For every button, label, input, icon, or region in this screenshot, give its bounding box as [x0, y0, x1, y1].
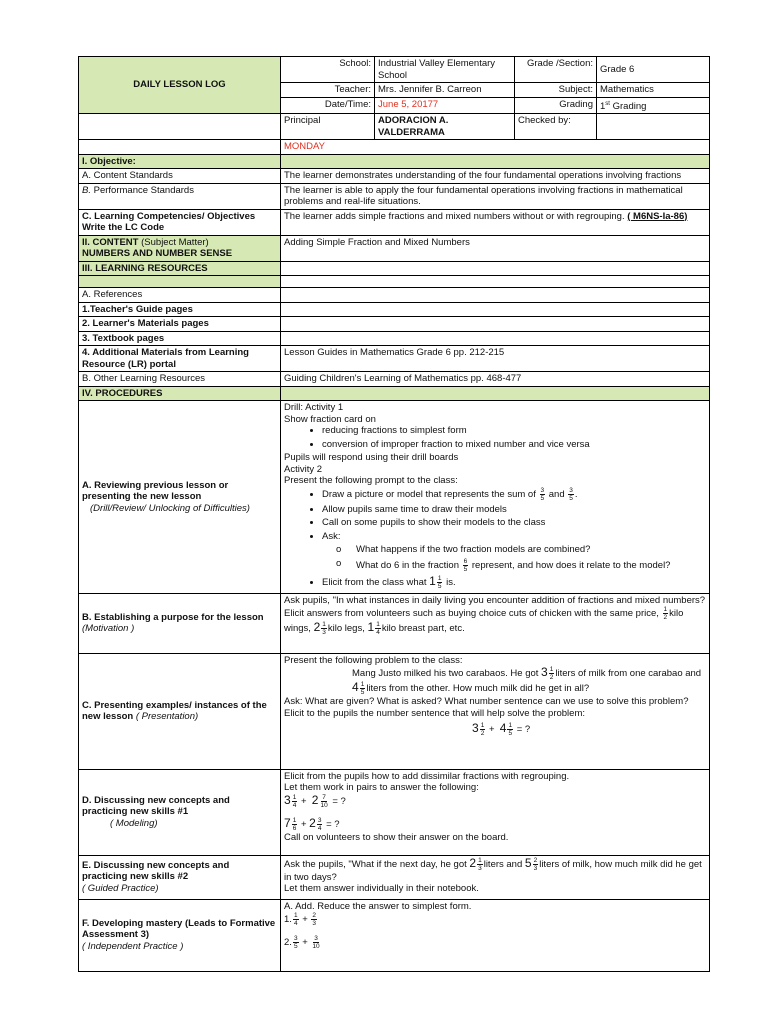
objective-heading-fill: [281, 154, 710, 169]
drill-item: • conversion of improper fraction to mixed number and vice versa: [322, 439, 706, 451]
ask-given: Ask: What are given? What is asked? What number sentence can we use to solve this problem?: [284, 696, 689, 708]
procedures-heading: IV. PROCEDURES: [79, 386, 281, 401]
header-blank: [79, 114, 281, 140]
procedure-b-label: [79, 593, 281, 653]
procedure-f-title: F. Developing mastery (Leads to Formative Assessment 3): [82, 917, 276, 941]
tg-value: [281, 302, 710, 317]
number-sentence-eq: = ?: [516, 724, 531, 736]
fraction-3-5: $\frac{3}{5}$: [540, 486, 545, 502]
content-standards-text: The learner demonstrates understanding of the four fundamental operations involving fractions: [281, 169, 710, 184]
principal-label: Principal: [281, 114, 375, 140]
lesson-log-table: [78, 56, 710, 972]
ask-item-text-2: represent, and how does it relate to the model?: [471, 559, 671, 571]
procedure-c-content: [281, 653, 710, 769]
elicit-list: [284, 575, 706, 590]
fraction-1-5: $\frac{1}{5}$: [508, 722, 513, 738]
fraction-1-6: $\frac{1}{6}$: [292, 816, 297, 832]
fraction-3-10: $\frac{3}{10}$: [312, 935, 320, 951]
school-label: School:: [281, 57, 375, 83]
fraction-1-4: $\frac{1}{4}$: [293, 912, 298, 928]
fraction-3-5: $\frac{3}{5}$: [293, 935, 298, 951]
other-resources-label: B. Other Learning Resources: [79, 372, 281, 387]
elicit-is: is.: [446, 576, 456, 588]
fraction-1-3: $\frac{1}{3}$: [322, 621, 326, 637]
procedure-c-sub: ( Presentation): [135, 711, 199, 723]
show-fraction-card: Show fraction card on: [284, 413, 376, 425]
procedures-heading-fill: [281, 386, 710, 401]
date-label: Date/Time:: [281, 97, 375, 114]
teacher-label: Teacher:: [281, 83, 375, 98]
ask-item: [356, 558, 706, 573]
procedure-b-title: B. Establishing a purpose for the lesson: [82, 611, 264, 623]
modeling-eq-2-result: = ?: [326, 818, 340, 830]
drill-item: • reducing fractions to simplest form: [322, 425, 706, 437]
fraction-3-4: $\frac{3}{4}$: [317, 816, 322, 832]
additional-materials-label: 4. Additional Materials from Learning Resource (LR) portal: [79, 346, 281, 372]
grading-label: Grading: [515, 97, 597, 114]
activity-item: • Call on some pupils to show their models to the class: [322, 517, 706, 529]
perf-label-text: Performance Standards: [90, 184, 194, 196]
present-prompt: Present the following prompt to the class:: [284, 475, 458, 487]
procedure-e-content: [281, 855, 710, 899]
procedure-a-content: [281, 401, 710, 594]
lc-text: [281, 209, 710, 235]
day-blank: [79, 140, 281, 155]
objective-heading: I. Objective:: [79, 154, 281, 169]
guided-text-1: Ask the pupils, "What if the next day, he got: [284, 858, 470, 870]
activity-draw-text: Draw a picture or model that represents the sum of: [322, 488, 539, 500]
procedure-e-label: [79, 855, 281, 899]
procedure-d-content: [281, 769, 710, 855]
guided-text-3: liters of milk, how much milk did he get in two days?: [284, 858, 702, 883]
motivation-question: Ask pupils, "In what instances in daily living you encounter addition of fractions and mixed numbers?: [284, 594, 706, 606]
content-heading: [79, 235, 281, 261]
fraction-1-2: $\frac{1}{2}$: [663, 606, 668, 622]
tg-label: 1.Teacher's Guide pages: [79, 302, 281, 317]
references-label: A. References: [79, 288, 281, 303]
problem-text-2: liters of milk from one carabao and: [555, 668, 702, 680]
subject-label: Subject:: [515, 83, 597, 98]
procedure-e-sub: ( Guided Practice): [82, 882, 159, 894]
modeling-pairs: Let them work in pairs to answer the following:: [284, 782, 479, 794]
fraction-1-5: $\frac{1}{5}$: [437, 574, 442, 590]
day-label: MONDAY: [281, 140, 710, 155]
procedure-d-label: [79, 769, 281, 855]
activity-and: and: [548, 488, 565, 500]
guided-individual: Let them answer individually in their notebook.: [284, 883, 479, 895]
log-title: DAILY LESSON LOG: [79, 57, 281, 114]
fraction-1-3: $\frac{1}{3}$: [478, 856, 482, 872]
procedure-c-label: [79, 653, 281, 769]
teacher-value: Mrs. Jennifer B. Carreon: [375, 83, 515, 98]
problem-line-1: Mang Justo milked his two carabaos. He got 3 $\frac{1}{2}$ liters of milk from one carabao and: [352, 665, 702, 682]
lc-label: C. Learning Competencies/ Objectives Write the LC Code: [79, 209, 281, 235]
grading-value: [597, 97, 710, 114]
grading-num: 1: [600, 100, 606, 112]
other-resources-value: Guiding Children's Learning of Mathematics pp. 468-477: [281, 372, 710, 387]
content-heading-sub: (Subject Matter): [138, 236, 209, 248]
principal-value: ADORACION A. VALDERRAMA: [375, 114, 515, 140]
problem-line-2: 4 $\frac{1}{5}$ liters from the other. How much milk did he get in all?: [352, 680, 590, 697]
motivation-wings: kilo wings,: [284, 608, 684, 635]
elicit-item: • Elicit from the class what 1 $\frac{1}{5}$ is.: [322, 575, 706, 590]
additional-materials-value: Lesson Guides in Mathematics Grade 6 pp. 212-215: [281, 346, 710, 372]
perf-letter: B.: [82, 184, 91, 196]
fraction-1-5: $\frac{1}{5}$: [360, 681, 365, 697]
content-standards-label: A. Content Standards: [79, 169, 281, 184]
motivation-elicit: Elicit answers from volunteers such as buying choice cuts of chicken with the same price, $\frac{1}{2}$ kilo wings, 2 $\frac{1}{3}$ kilo legs, 1 $\frac{1}{4}$ kilo breast part, etc.: [284, 606, 684, 637]
activity-item: • Allow pupils same time to draw their models: [322, 504, 706, 516]
checked-label: Checked by:: [515, 114, 597, 140]
procedure-a-title: A. Reviewing previous lesson or presenting the new lesson: [82, 479, 229, 503]
motivation-breast: kilo breast part, etc.: [381, 623, 465, 635]
resources-blank-right: [281, 276, 710, 288]
item-number: 1.: [284, 914, 292, 926]
pupils-respond: Pupils will respond using their drill boards: [284, 452, 459, 464]
problem-text-3: liters from the other. How much milk did he get in all?: [366, 683, 590, 695]
ask-list: [284, 544, 706, 573]
procedure-a-label: [79, 401, 281, 594]
lc-code: ( M6NS-Ia-86): [627, 210, 688, 222]
procedure-b-sub: (Motivation ): [82, 623, 135, 635]
resources-heading-fill: [281, 261, 710, 276]
procedure-d-title: D. Discussing new concepts and practicing new skills #1: [82, 794, 230, 818]
guided-question: Ask the pupils, "What if the next day, he got 2 $\frac{1}{3}$ liters and 5 $\frac{2}{3}$ liters of milk, how much milk did he get in two days?: [284, 855, 702, 883]
modeling-call: Call on volunteers to show their answer on the board.: [284, 831, 509, 843]
resources-heading: III. LEARNING RESOURCES: [79, 261, 281, 276]
elicit-number-sentence: Elicit to the pupils the number sentence that will help solve the problem:: [284, 707, 585, 719]
checked-value: [597, 114, 710, 140]
grading-sup: st: [605, 100, 610, 107]
modeling-eq-1-result: = ?: [332, 795, 346, 807]
date-value: June 5, 20177: [375, 97, 515, 114]
fraction-2-3: $\frac{2}{3}$: [533, 856, 538, 872]
present-problem: Present the following problem to the class:: [284, 654, 463, 666]
school-value: Industrial Valley Elementary School: [375, 57, 515, 83]
procedure-c-title: C. Presenting examples/ instances of the new lesson: [82, 699, 267, 723]
grade-value: Grade 6: [597, 57, 710, 83]
procedure-f-label: [79, 899, 281, 971]
procedure-f-content: [281, 899, 710, 971]
procedure-b-content: [281, 593, 710, 653]
motivation-legs: kilo legs,: [327, 623, 368, 635]
drill-activity-1: Drill: Activity 1: [284, 402, 344, 414]
lc-text-main: The learner adds simple fractions and mixed numbers without or with regrouping.: [284, 210, 628, 222]
content-heading-main: II. CONTENT: [82, 236, 139, 248]
subject-value: Mathematics: [597, 83, 710, 98]
procedure-d-sub: ( Modeling): [110, 817, 158, 829]
content-value: Adding Simple Fraction and Mixed Numbers: [281, 235, 710, 261]
activity-item: • Draw a picture or model that represents the sum of $\frac{3}{5}$ and $\frac{3}{5}$ .: [322, 487, 706, 502]
lm-label: 2. Learner's Materials pages: [79, 317, 281, 332]
modeling-elicit: Elicit from the pupils how to add dissimilar fractions with regrouping.: [284, 770, 570, 782]
independent-item-1: 1. $\frac{1}{4}$ + $\frac{2}{3}$: [284, 912, 317, 928]
performance-standards-text: The learner is able to apply the four fundamental operations involving fractions in mathematical problems and real-life situations.: [281, 183, 710, 209]
procedure-f-sub: ( Independent Practice ): [82, 940, 184, 952]
grade-label: Grade /Section:: [515, 57, 597, 83]
ask-item-text: What do 6 in the fraction: [356, 559, 462, 571]
fraction-6-5: $\frac{6}{5}$: [463, 557, 468, 573]
modeling-eq-1: 3 $\frac{1}{4}$ + 2 $\frac{7}{10}$ = ?: [284, 792, 346, 809]
drill-list: [284, 425, 706, 450]
fraction-1-4: $\frac{1}{4}$: [376, 621, 380, 637]
independent-instructions: A. Add. Reduce the answer to simplest form.: [284, 900, 472, 912]
performance-standards-label: [79, 183, 281, 209]
references-value: [281, 288, 710, 303]
resources-blank-left: [79, 276, 281, 288]
independent-item-2: 2. $\frac{3}{5}$ + $\frac{3}{10}$: [284, 935, 320, 951]
fraction-1-2: $\frac{1}{2}$: [549, 666, 554, 682]
motivation-elicit-text: Elicit answers from volunteers such as buying choice cuts of chicken with the same price,: [284, 608, 662, 620]
guided-text-2: liters and: [483, 858, 525, 870]
procedure-a-sub: (Drill/Review/ Unlocking of Difficulties): [90, 502, 250, 514]
ask-item: o What happens if the two fraction models are combined?: [356, 544, 706, 556]
tb-label: 3. Textbook pages: [79, 331, 281, 346]
number-sentence: 3 $\frac{1}{2}$ + 4 $\frac{1}{5}$ = ?: [472, 721, 531, 738]
daily-lesson-log: [78, 56, 709, 972]
activity-2: Activity 2: [284, 463, 323, 475]
item-number: 2.: [284, 937, 292, 949]
tb-value: [281, 331, 710, 346]
activity-list: [284, 487, 706, 543]
fraction-1-2: $\frac{1}{2}$: [480, 722, 485, 738]
elicit-text: Elicit from the class what: [322, 576, 430, 588]
content-topic: NUMBERS AND NUMBER SENSE: [82, 248, 233, 260]
procedure-e-title: E. Discussing new concepts and practicing new skills #2: [82, 859, 230, 883]
fraction-2-3: $\frac{2}{3}$: [312, 912, 317, 928]
fraction-1-4: $\frac{1}{4}$: [292, 793, 297, 809]
lm-value: [281, 317, 710, 332]
fraction-7-10: $\frac{7}{10}$: [320, 793, 328, 809]
problem-text-1: Mang Justo milked his two carabaos. He got: [352, 668, 542, 680]
grading-text: Grading: [612, 100, 647, 112]
modeling-eq-2: 7 $\frac{1}{6}$ + 2 $\frac{3}{4}$ = ?: [284, 815, 340, 832]
fraction-3-5: $\frac{3}{5}$: [569, 486, 573, 502]
activity-item: • Ask:: [322, 531, 706, 543]
